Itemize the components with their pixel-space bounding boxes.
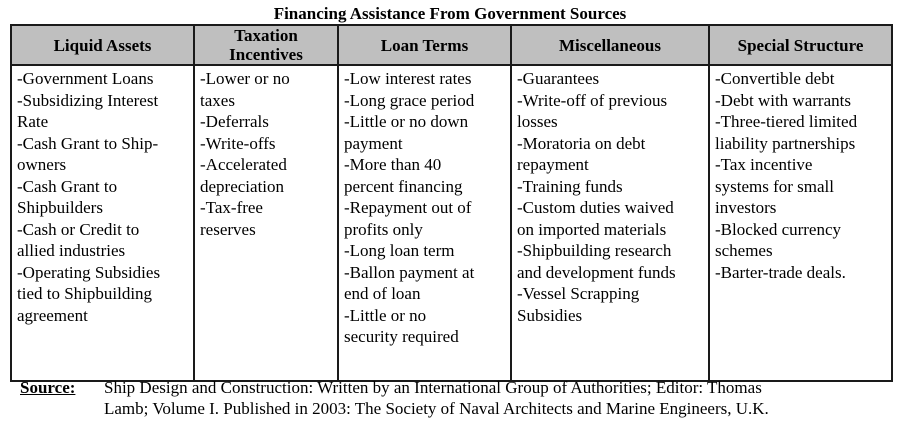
cell-line: -Guarantees [517,69,600,88]
cell-line: -Long grace period [344,90,475,110]
cell-line: security required [344,327,459,346]
cell-line: -Repayment out of [344,198,472,217]
cell-line: -Convertible debt [715,69,835,88]
table-title: Financing Assistance From Government Sources [273,4,627,23]
cell-line: -Accelerated [200,155,287,174]
cell-line: -Custom duties waived [517,198,674,217]
cell-line: -Low interest rates [344,69,472,88]
header-line: Miscellaneous [559,35,661,55]
cell-line: schemes [715,241,773,260]
cell-line: taxes [200,90,235,110]
cell-line: -Cash Grant to [17,176,118,196]
cell-line: Subsidies [517,305,583,325]
cell-line: -Write-off of previous [517,90,668,110]
cell-line: -Government Loans [17,69,154,88]
cell-line: -Debt with warrants [715,90,851,110]
source-line: Ship Design and Construction: Written by an International Group of Authorities; Editor: Thomas [104,378,762,397]
cell-line: -Barter-trade deals. [715,262,846,282]
cell-line: -Deferrals [200,112,269,131]
cell-line: profits only [344,219,423,239]
cell-line: and development funds [517,262,676,282]
cell-line: -Little or no [344,305,427,325]
cell-line: reserves [200,219,256,239]
cell-line: -More than 40 [344,155,442,174]
cell-line: -Three-tiered limited [715,112,858,131]
cell-line: investors [715,198,777,217]
cell-line: owners [17,155,67,174]
cell-line: -Little or no down [344,112,469,131]
cell-line: repayment [517,155,589,174]
source-line: Lamb; Volume I. Published in 2003: The Society of Naval Architects and Marine Engineers, U.K. [104,399,769,418]
cell-line: allied industries [17,241,126,260]
cell-line: -Tax-free [200,198,263,217]
header-line: Special Structure [737,35,864,55]
cell-line: Rate [17,112,49,131]
cell-line: losses [517,112,558,131]
cell-line: end of loan [344,284,421,303]
table-row [11,65,892,381]
cell-line: -Ballon payment at [344,262,475,282]
header-loan-terms [338,25,511,65]
cell-line: -Subsidizing Interest [17,90,159,110]
cell-line: -Tax incentive [715,155,813,174]
cell-line: -Vessel Scrapping [517,284,640,303]
header-special-structure [709,25,892,65]
cell-miscellaneous [511,65,709,381]
header-line: Loan Terms [380,35,469,55]
header-row [11,25,892,65]
cell-line: -Lower or no [200,69,290,88]
cell-line: -Blocked currency [715,219,842,239]
header-miscellaneous [511,25,709,65]
source-label: Source: [20,378,76,397]
source-text [104,377,894,419]
cell-line: -Moratoria on debt [517,133,646,153]
cell-line: -Write-offs [200,133,276,153]
cell-line: -Shipbuilding research [517,241,672,260]
cell-line: -Training funds [517,176,623,196]
cell-line: liability partnerships [715,133,856,153]
financing-table [10,24,893,382]
cell-line: -Cash Grant to Ship- [17,133,159,153]
cell-line: payment [344,133,403,153]
header-taxation-incentives [194,25,338,65]
header-line: Liquid Assets [53,35,152,55]
cell-line: -Operating Subsidies [17,262,161,282]
cell-special-structure [709,65,892,381]
cell-line: systems for small [715,176,834,196]
cell-line: percent financing [344,176,463,196]
cell-line: tied to Shipbuilding [17,284,153,303]
header-line: Taxation [234,26,298,45]
cell-line: agreement [17,305,88,325]
cell-line: depreciation [200,176,285,196]
cell-taxation-incentives [194,65,338,381]
cell-loan-terms [338,65,511,381]
cell-liquid-assets [11,65,194,381]
header-liquid-assets [11,25,194,65]
header-line: Incentives [229,45,303,64]
cell-line: -Long loan term [344,241,455,260]
cell-line: -Cash or Credit to [17,219,140,239]
cell-line: Shipbuilders [17,198,103,217]
cell-line: on imported materials [517,219,667,239]
